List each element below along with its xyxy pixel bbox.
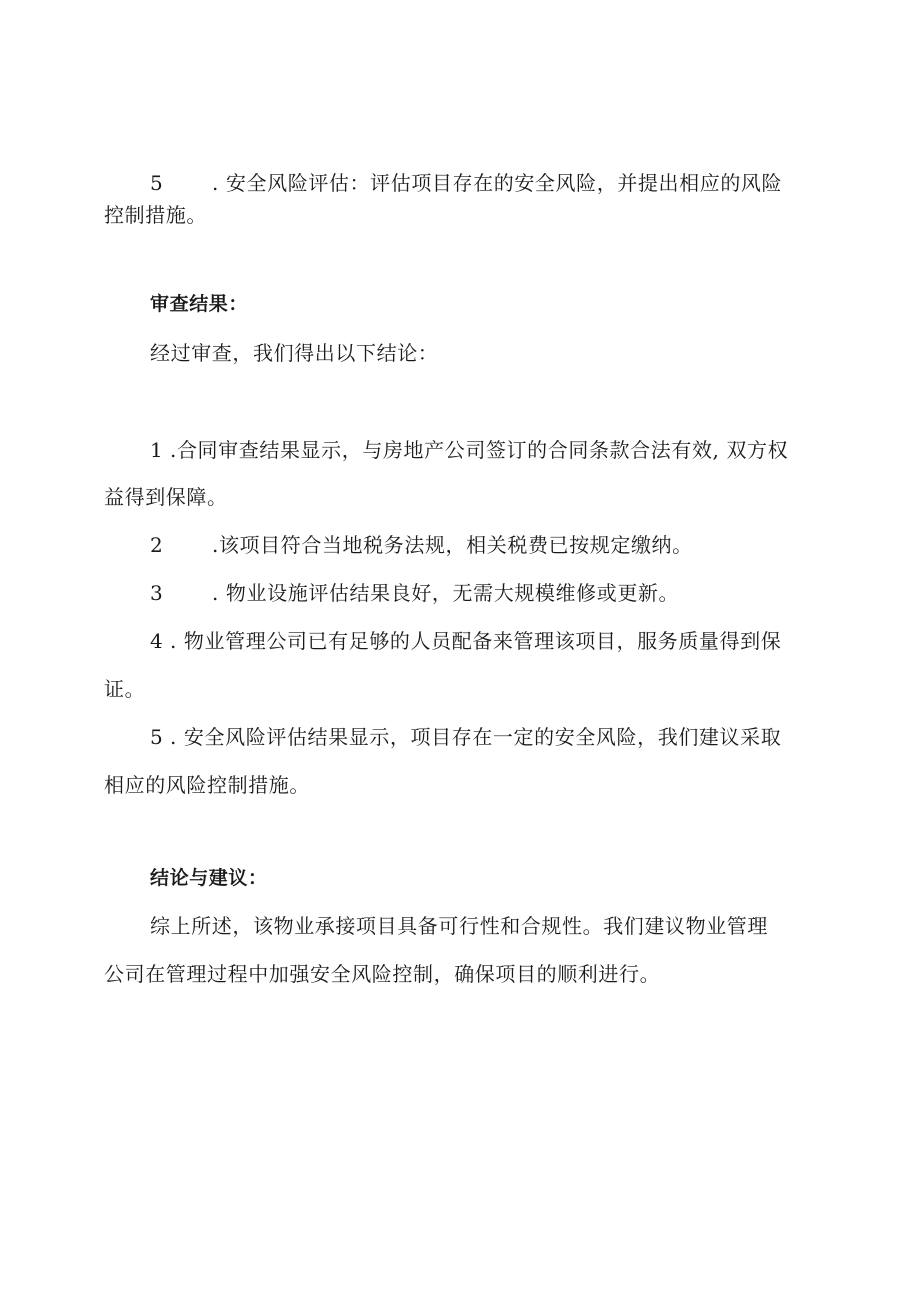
review-intro: 经过审查，我们得出以下结论： [150, 341, 439, 365]
review-item-4-text: . 物业管理公司已有足够的人员配备来管理该项目，服务质量得到保 [170, 629, 782, 653]
review-item-5-line-1 [150, 725, 781, 749]
review-item-1-number: 1 [150, 438, 164, 462]
review-item-2-number: 2 [150, 533, 164, 557]
review-item-5-line-2: 相应的风险控制措施。 [104, 773, 310, 797]
prev-item-5-number: 5 [150, 171, 164, 195]
review-item-3-number: 3 [150, 581, 164, 605]
review-item-4-line-2: 证。 [104, 677, 146, 701]
review-item-3 [150, 581, 679, 605]
conclusion-line-2: 公司在管理过程中加强安全风险控制，确保项目的顺利进行。 [104, 962, 661, 986]
conclusion-line-1: 综上所述，该物业承接项目具备可行性和合规性。我们建议物业管理 [150, 914, 768, 938]
review-item-5-text: . 安全风险评估结果显示，项目存在一定的安全风险，我们建议采取 [170, 725, 782, 749]
review-heading: 审查结果： [150, 293, 249, 315]
review-item-1-text: .合同审查结果显示，与房地产公司签订的合同条款合法有效, 双方权 [170, 438, 789, 462]
review-item-4-line-1 [150, 629, 781, 653]
review-item-2 [150, 533, 693, 557]
review-item-2-text: .该项目符合当地税务法规，相关税费已按规定缴纳。 [212, 533, 693, 557]
review-item-3-text: . 物业设施评估结果良好，无需大规模维修或更新。 [212, 581, 680, 605]
review-item-1-line-2: 益得到保障。 [104, 485, 228, 509]
review-item-1-line-1 [150, 438, 788, 462]
prev-item-5-line-1 [150, 171, 782, 195]
review-item-4-number: 4 [150, 629, 164, 653]
conclusion-heading: 结论与建议： [150, 867, 268, 889]
prev-item-5-line-2: 控制措施。 [104, 203, 207, 227]
review-item-5-number: 5 [150, 725, 164, 749]
prev-item-5-text: . 安全风险评估：评估项目存在的安全风险，并提出相应的风险 [212, 171, 783, 195]
